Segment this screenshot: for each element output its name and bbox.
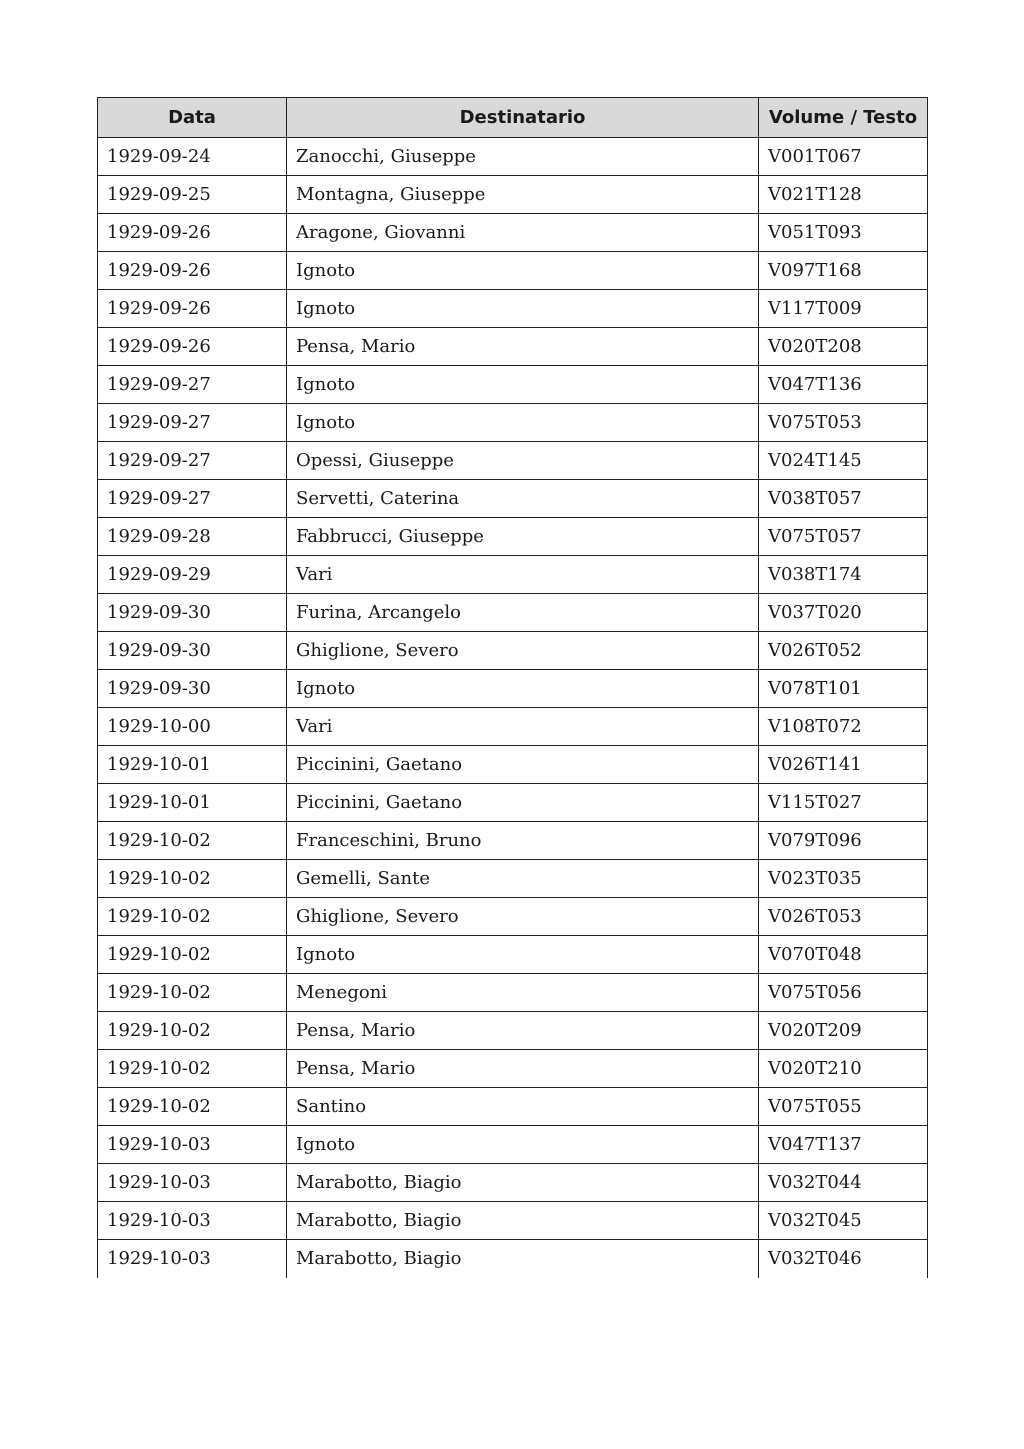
cell-volume-text: V108T072 [759,708,928,746]
table-row [98,974,928,1012]
cell-date: 1929-09-24 [98,138,287,176]
cell-date: 1929-09-30 [98,594,287,632]
table-row [98,1202,928,1240]
cell-volume-text: V047T136 [759,366,928,404]
header-destinatario: Destinatario [287,98,759,138]
cell-recipient: Ignoto [287,936,759,974]
cell-date: 1929-09-30 [98,670,287,708]
table-row [98,1126,928,1164]
cell-volume-text: V032T044 [759,1164,928,1202]
cell-recipient: Ignoto [287,404,759,442]
cell-volume-text: V051T093 [759,214,928,252]
cell-recipient: Marabotto, Biagio [287,1240,759,1278]
cell-recipient: Servetti, Caterina [287,480,759,518]
cell-volume-text: V021T128 [759,176,928,214]
cell-recipient: Pensa, Mario [287,1012,759,1050]
cell-volume-text: V047T137 [759,1126,928,1164]
table-row [98,1050,928,1088]
cell-date: 1929-09-27 [98,480,287,518]
cell-date: 1929-10-03 [98,1164,287,1202]
table-row [98,632,928,670]
cell-date: 1929-10-03 [98,1126,287,1164]
cell-volume-text: V024T145 [759,442,928,480]
table-row [98,480,928,518]
cell-volume-text: V020T208 [759,328,928,366]
cell-volume-text: V038T174 [759,556,928,594]
table-row [98,594,928,632]
cell-recipient: Piccinini, Gaetano [287,784,759,822]
header-data: Data [98,98,287,138]
table-row [98,252,928,290]
cell-volume-text: V075T057 [759,518,928,556]
table-row [98,784,928,822]
table-row [98,1012,928,1050]
cell-recipient: Franceschini, Bruno [287,822,759,860]
cell-date: 1929-10-02 [98,1088,287,1126]
cell-recipient: Ignoto [287,1126,759,1164]
table-row [98,328,928,366]
cell-recipient: Pensa, Mario [287,328,759,366]
cell-volume-text: V020T210 [759,1050,928,1088]
table-row [98,556,928,594]
cell-volume-text: V079T096 [759,822,928,860]
cell-recipient: Pensa, Mario [287,1050,759,1088]
cell-date: 1929-10-02 [98,1012,287,1050]
cell-date: 1929-10-02 [98,822,287,860]
cell-recipient: Zanocchi, Giuseppe [287,138,759,176]
table-row [98,366,928,404]
cell-recipient: Fabbrucci, Giuseppe [287,518,759,556]
table-row [98,1088,928,1126]
cell-date: 1929-10-02 [98,898,287,936]
cell-recipient: Marabotto, Biagio [287,1164,759,1202]
cell-date: 1929-10-00 [98,708,287,746]
cell-recipient: Vari [287,556,759,594]
cell-volume-text: V001T067 [759,138,928,176]
cell-volume-text: V032T045 [759,1202,928,1240]
cell-recipient: Ignoto [287,290,759,328]
cell-recipient: Opessi, Giuseppe [287,442,759,480]
table-row [98,290,928,328]
cell-date: 1929-09-27 [98,366,287,404]
cell-recipient: Aragone, Giovanni [287,214,759,252]
cell-date: 1929-10-01 [98,784,287,822]
table-row [98,708,928,746]
cell-recipient: Ghiglione, Severo [287,898,759,936]
cell-recipient: Ghiglione, Severo [287,632,759,670]
cell-recipient: Vari [287,708,759,746]
cell-recipient: Ignoto [287,252,759,290]
table-row [98,404,928,442]
cell-volume-text: V026T052 [759,632,928,670]
table-header-row [98,98,928,138]
cell-volume-text: V023T035 [759,860,928,898]
cell-date: 1929-10-01 [98,746,287,784]
cell-date: 1929-10-02 [98,974,287,1012]
cell-volume-text: V075T053 [759,404,928,442]
cell-volume-text: V037T020 [759,594,928,632]
cell-recipient: Ignoto [287,670,759,708]
cell-volume-text: V038T057 [759,480,928,518]
cell-date: 1929-09-26 [98,328,287,366]
cell-volume-text: V078T101 [759,670,928,708]
cell-date: 1929-09-27 [98,442,287,480]
cell-date: 1929-09-30 [98,632,287,670]
table-row [98,1240,928,1278]
cell-volume-text: V032T046 [759,1240,928,1278]
cell-recipient: Santino [287,1088,759,1126]
cell-recipient: Piccinini, Gaetano [287,746,759,784]
table-row [98,670,928,708]
cell-recipient: Ignoto [287,366,759,404]
cell-date: 1929-09-27 [98,404,287,442]
header-volume-testo: Volume / Testo [759,98,928,138]
cell-volume-text: V097T168 [759,252,928,290]
cell-date: 1929-10-03 [98,1240,287,1278]
table-row [98,898,928,936]
cell-date: 1929-09-26 [98,252,287,290]
cell-date: 1929-10-02 [98,936,287,974]
cell-date: 1929-09-26 [98,214,287,252]
table-row [98,936,928,974]
cell-volume-text: V020T209 [759,1012,928,1050]
table-row [98,746,928,784]
cell-volume-text: V026T141 [759,746,928,784]
letters-table [97,97,928,1278]
cell-date: 1929-09-28 [98,518,287,556]
table-row [98,214,928,252]
cell-recipient: Gemelli, Sante [287,860,759,898]
cell-volume-text: V026T053 [759,898,928,936]
table-row [98,176,928,214]
table-row [98,518,928,556]
table-row [98,822,928,860]
cell-recipient: Furina, Arcangelo [287,594,759,632]
cell-date: 1929-10-03 [98,1202,287,1240]
cell-recipient: Menegoni [287,974,759,1012]
table-row [98,442,928,480]
cell-date: 1929-10-02 [98,1050,287,1088]
table-row [98,138,928,176]
table-row [98,860,928,898]
cell-recipient: Marabotto, Biagio [287,1202,759,1240]
table-row [98,1164,928,1202]
cell-date: 1929-09-29 [98,556,287,594]
cell-volume-text: V117T009 [759,290,928,328]
cell-date: 1929-09-26 [98,290,287,328]
cell-volume-text: V075T056 [759,974,928,1012]
cell-volume-text: V115T027 [759,784,928,822]
cell-volume-text: V070T048 [759,936,928,974]
cell-date: 1929-09-25 [98,176,287,214]
cell-date: 1929-10-02 [98,860,287,898]
document-page [97,97,927,1278]
cell-recipient: Montagna, Giuseppe [287,176,759,214]
cell-volume-text: V075T055 [759,1088,928,1126]
